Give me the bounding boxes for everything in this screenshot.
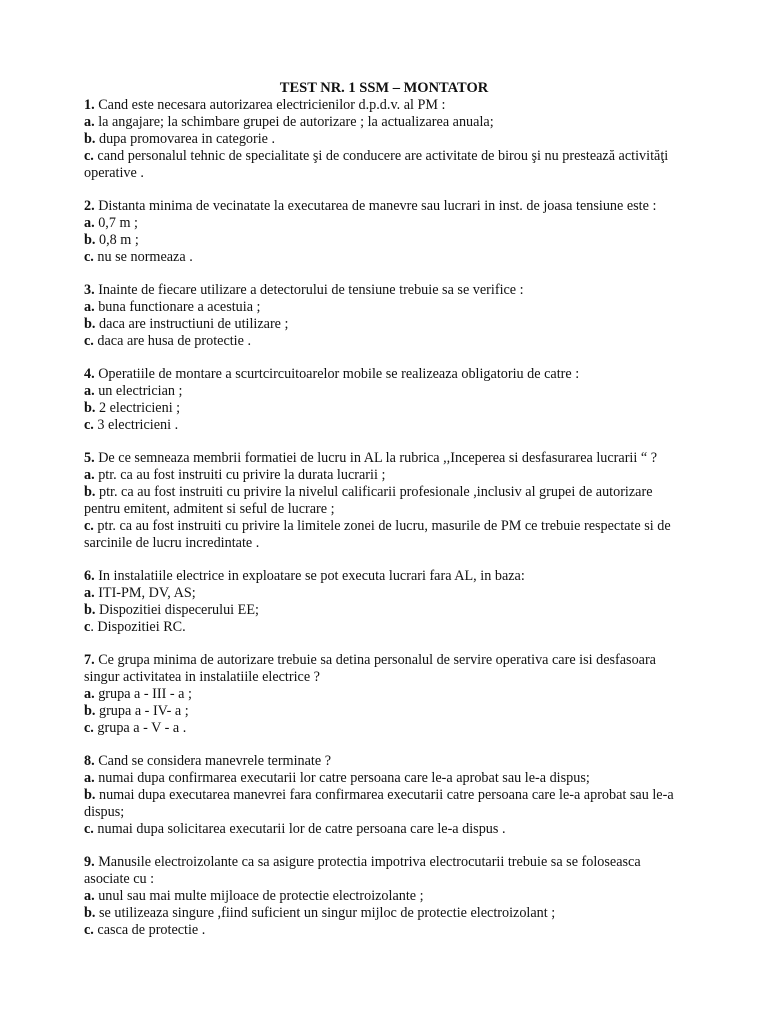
option-letter: b.	[84, 905, 96, 921]
question-body: Distanta minima de vecinatate la executarea de manevre sau lucrari in inst. de joasa tensiune este :	[94, 198, 657, 214]
option-letter: c.	[84, 417, 94, 433]
question-text	[84, 568, 684, 585]
option-text: numai dupa executarea manevrei fara confirmarea executarii catre persoana care le-a aprobat sau le-a dispus;	[84, 787, 674, 820]
option-c	[84, 249, 684, 266]
option-letter: b.	[84, 787, 96, 803]
option-text: un electrician ;	[94, 383, 183, 399]
option-letter: a.	[84, 467, 95, 483]
option-text: numai dupa solicitarea executarii lor de catre persoana care le-a dispus .	[93, 821, 506, 837]
option-c	[84, 720, 684, 737]
option-b	[84, 787, 684, 821]
question-4	[84, 366, 684, 434]
option-text: ptr. ca au fost instruiti cu privire la limitele zonei de lucru, masurile de PM ce trebuie respectate si de sarcinile de lucru incredintate .	[84, 518, 671, 551]
option-c	[84, 333, 684, 350]
option-text: ptr. ca au fost instruiti cu privire la nivelul calificarii profesionale ,inclusiv al grupei de autorizare pentru emitent, admitent si seful de lucrare ;	[84, 484, 653, 517]
option-letter: c.	[84, 518, 94, 534]
option-letter: a.	[84, 585, 95, 601]
option-c	[84, 619, 684, 636]
question-text	[84, 854, 684, 888]
option-letter: a.	[84, 114, 95, 130]
option-letter: b.	[84, 131, 96, 147]
document-page	[84, 80, 684, 955]
question-body: De ce semneaza membrii formatiei de lucru in AL la rubrica ,,Inceperea si desfasurarea lucrarii “ ?	[94, 450, 657, 466]
question-body: In instalatiile electrice in exploatare se pot executa lucrari fara AL, in baza:	[94, 568, 525, 584]
question-body: Ce grupa minima de autorizare trebuie sa detina personalul de servire operativa care isi desfasoara singur activitatea in instalatiile electrice ?	[84, 652, 656, 685]
option-text: se utilizeaza singure ,fiind suficient un singur mijloc de protectie electroizolant ;	[95, 905, 556, 921]
option-c	[84, 518, 684, 552]
question-text	[84, 450, 684, 467]
question-number: 8.	[84, 753, 95, 769]
option-b	[84, 232, 684, 249]
option-c	[84, 922, 684, 939]
option-letter: a.	[84, 770, 95, 786]
document-title: TEST NR. 1 SSM – MONTATOR	[279, 80, 489, 96]
option-text: 2 electricieni ;	[95, 400, 181, 416]
question-body: Inainte de fiecare utilizare a detectorului de tensiune trebuie sa se verifice :	[94, 282, 524, 298]
question-body: Cand se considera manevrele terminate ?	[94, 753, 331, 769]
question-text	[84, 198, 684, 215]
question-text	[84, 97, 684, 114]
option-text: casca de protectie .	[93, 922, 206, 938]
option-b	[84, 602, 684, 619]
option-letter: b.	[84, 484, 96, 500]
question-body: Operatiile de montare a scurtcircuitoarelor mobile se realizeaza obligatoriu de catre :	[94, 366, 580, 382]
question-text	[84, 366, 684, 383]
option-letter: c.	[84, 148, 94, 164]
option-a	[84, 299, 684, 316]
option-text: Dispozitiei dispecerului EE;	[95, 602, 259, 618]
option-letter: a.	[84, 383, 95, 399]
option-text: buna functionare a acestuia ;	[94, 299, 261, 315]
question-text	[84, 282, 684, 299]
option-letter: a.	[84, 686, 95, 702]
option-a	[84, 888, 684, 905]
option-a	[84, 686, 684, 703]
option-b	[84, 131, 684, 148]
option-a	[84, 114, 684, 131]
option-c	[84, 417, 684, 434]
question-1	[84, 97, 684, 182]
option-text: 0,8 m ;	[95, 232, 139, 248]
option-letter: c	[84, 619, 91, 635]
option-letter: c.	[84, 821, 94, 837]
question-body: Cand este necesara autorizarea electricienilor d.p.d.v. al PM :	[94, 97, 446, 113]
question-7	[84, 652, 684, 737]
option-text: unul sau mai multe mijloace de protectie electroizolante ;	[94, 888, 424, 904]
option-letter: b.	[84, 602, 96, 618]
option-letter: a.	[84, 299, 95, 315]
option-text: daca are husa de protectie .	[93, 333, 252, 349]
option-text: 3 electricieni .	[93, 417, 179, 433]
option-text: grupa a - V - a .	[93, 720, 187, 736]
option-text: daca are instructiuni de utilizare ;	[95, 316, 289, 332]
option-text: la angajare; la schimbare grupei de autorizare ; la actualizarea anuala;	[94, 114, 494, 130]
question-5	[84, 450, 684, 552]
question-2	[84, 198, 684, 266]
option-letter: b.	[84, 232, 96, 248]
option-text: cand personalul tehnic de specialitate şi de conducere are activitate de birou şi nu prestează activităţi operative .	[84, 148, 669, 181]
question-number: 5.	[84, 450, 95, 466]
option-text: . Dispozitiei RC.	[90, 619, 186, 635]
question-9	[84, 854, 684, 939]
option-b	[84, 484, 684, 518]
option-letter: c.	[84, 720, 94, 736]
option-a	[84, 770, 684, 787]
option-text: 0,7 m ;	[94, 215, 138, 231]
option-text: dupa promovarea in categorie .	[95, 131, 276, 147]
option-text: grupa a - IV- a ;	[95, 703, 189, 719]
option-a	[84, 585, 684, 602]
option-text: ptr. ca au fost instruiti cu privire la durata lucrarii ;	[94, 467, 386, 483]
question-number: 1.	[84, 97, 95, 113]
question-number: 7.	[84, 652, 95, 668]
option-c	[84, 148, 684, 182]
option-a	[84, 383, 684, 400]
option-text: numai dupa confirmarea executarii lor catre persoana care le-a aprobat sau le-a dispus;	[94, 770, 590, 786]
question-6	[84, 568, 684, 636]
option-text: grupa a - III - a ;	[94, 686, 192, 702]
option-letter: a.	[84, 215, 95, 231]
option-letter: c.	[84, 333, 94, 349]
option-a	[84, 215, 684, 232]
question-number: 9.	[84, 854, 95, 870]
question-number: 4.	[84, 366, 95, 382]
question-number: 3.	[84, 282, 95, 298]
option-b	[84, 316, 684, 333]
option-a	[84, 467, 684, 484]
question-3	[84, 282, 684, 350]
option-letter: a.	[84, 888, 95, 904]
question-number: 2.	[84, 198, 95, 214]
option-letter: c.	[84, 249, 94, 265]
option-b	[84, 400, 684, 417]
question-text	[84, 652, 684, 686]
option-letter: b.	[84, 703, 96, 719]
option-letter: b.	[84, 400, 96, 416]
option-text: nu se normeaza .	[93, 249, 193, 265]
option-letter: c.	[84, 922, 94, 938]
option-b	[84, 905, 684, 922]
question-body: Manusile electroizolante ca sa asigure protectia impotriva electrocutarii trebuie sa se foloseasca asociate cu :	[84, 854, 641, 887]
option-b	[84, 703, 684, 720]
option-text: ITI-PM, DV, AS;	[94, 585, 196, 601]
question-text	[84, 753, 684, 770]
question-8	[84, 753, 684, 838]
option-c	[84, 821, 684, 838]
question-number: 6.	[84, 568, 95, 584]
option-letter: b.	[84, 316, 96, 332]
